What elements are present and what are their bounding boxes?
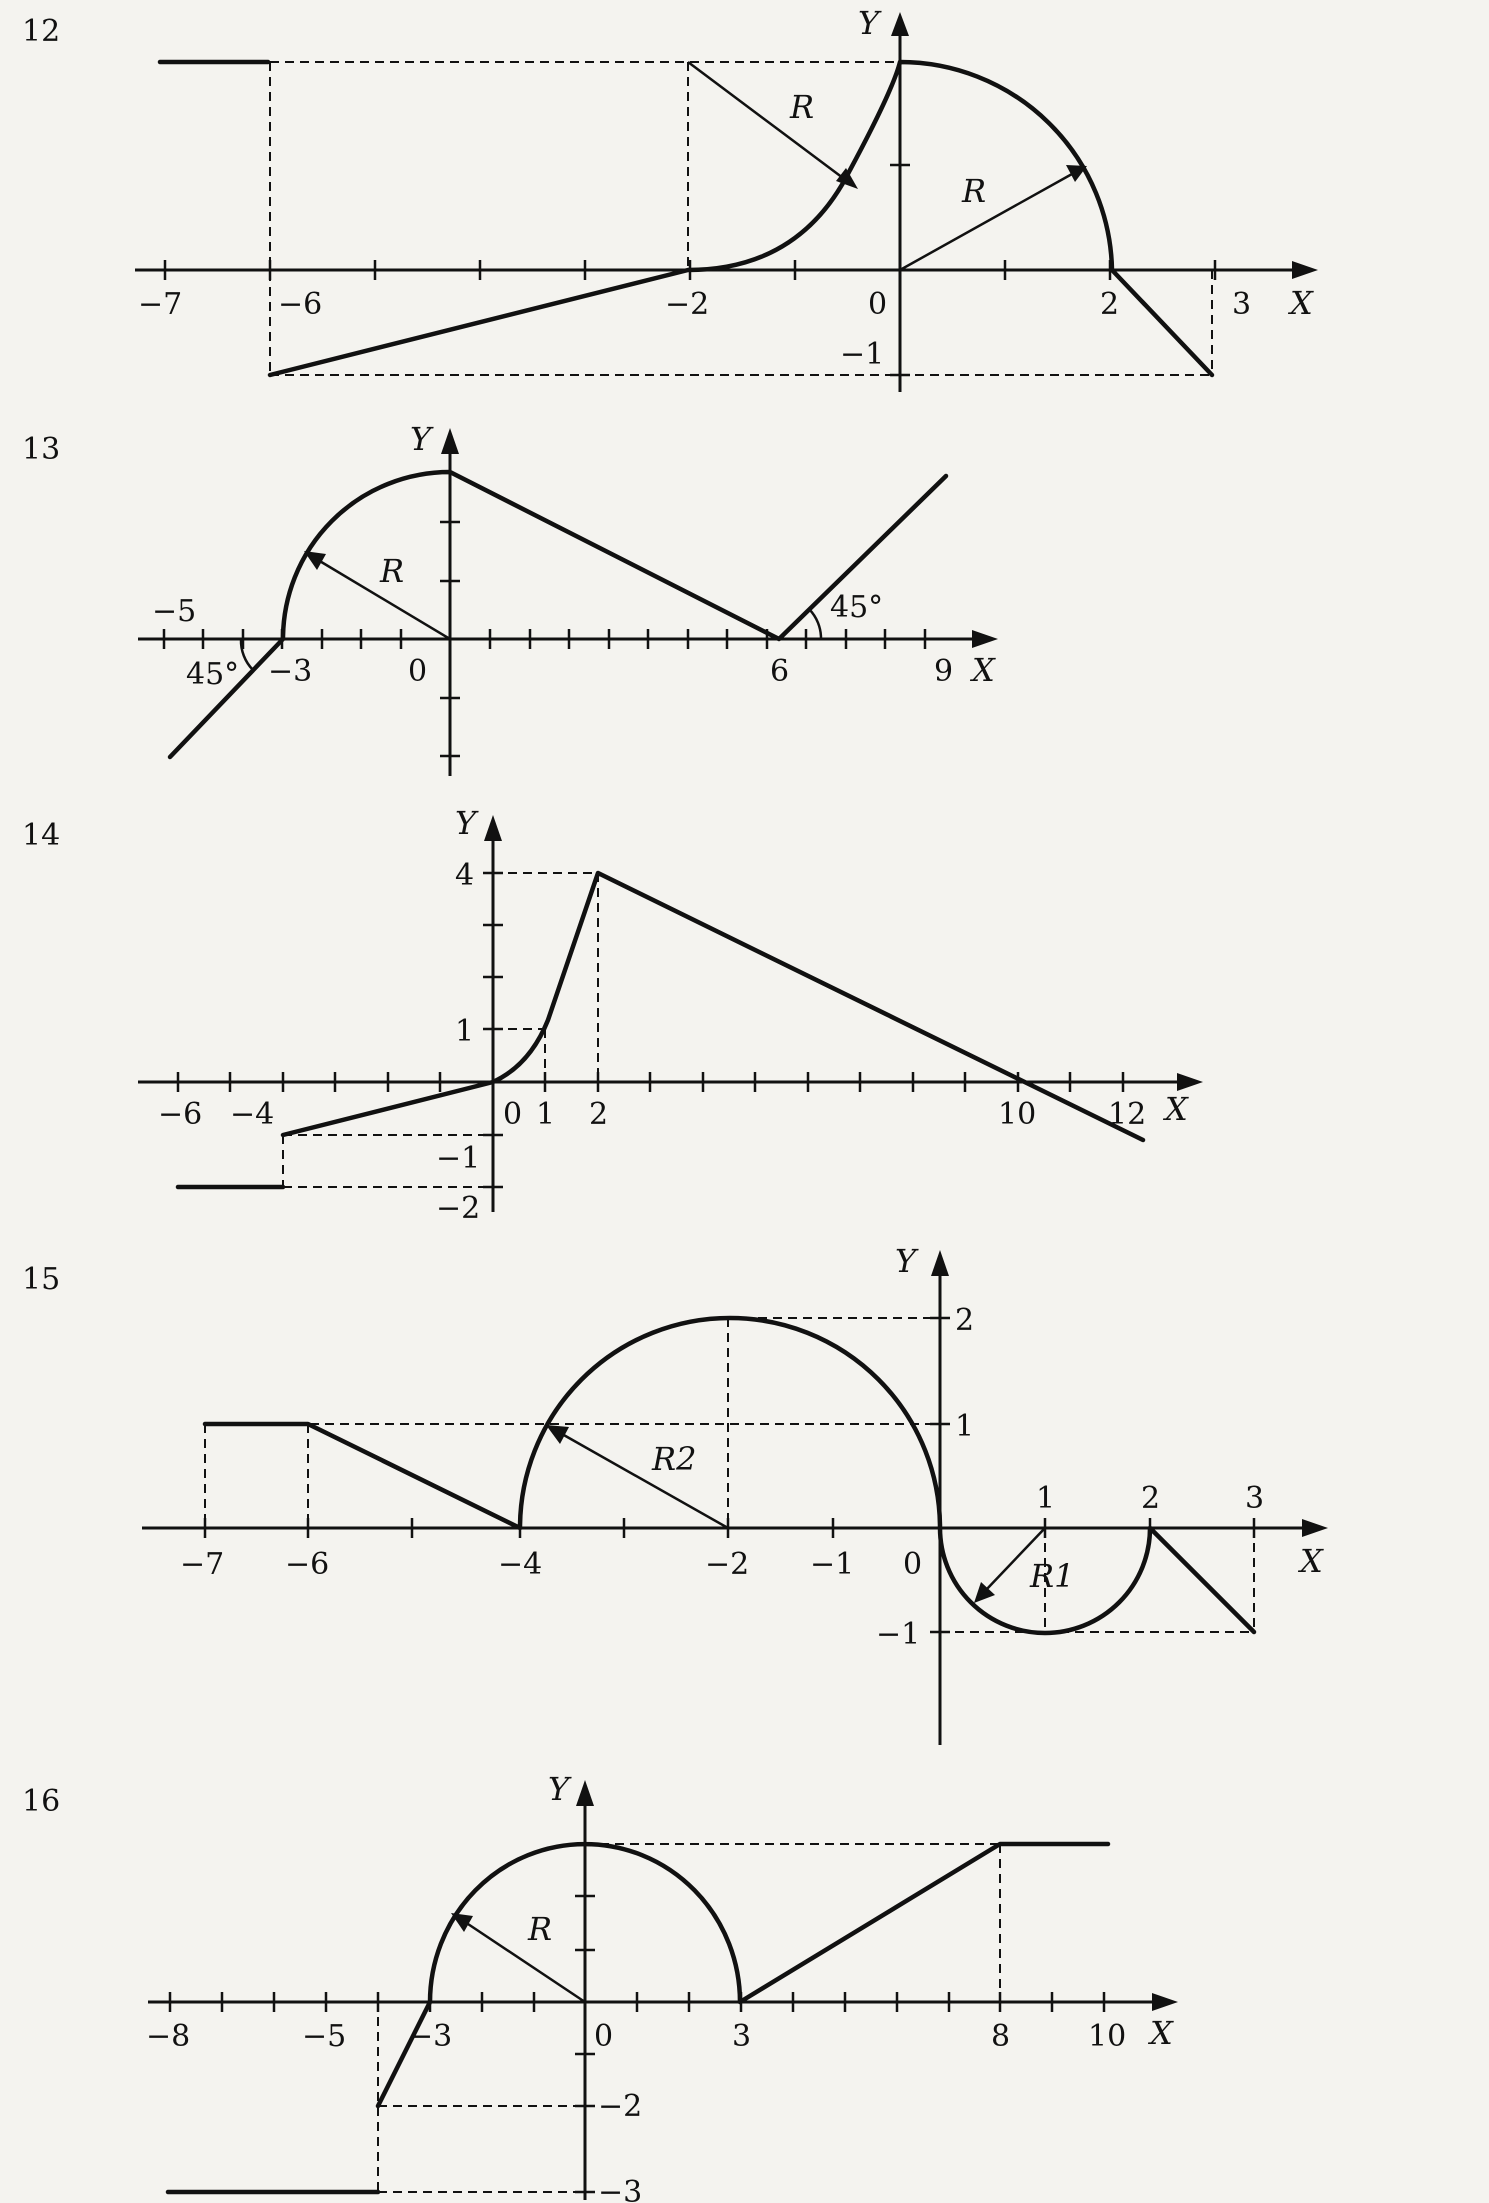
y-tick-label: 1: [455, 1014, 475, 1049]
x-tick-label: 6: [770, 654, 790, 689]
x-tick-label: 1: [536, 1097, 556, 1132]
x-tick-label: 2: [589, 1097, 609, 1132]
radius-label: R: [790, 88, 815, 126]
y-tick-label: 2: [955, 1303, 975, 1338]
radius-label: R2: [652, 1440, 697, 1478]
x-tick-label: −2: [705, 1547, 750, 1582]
x-tick-label: −8: [146, 2019, 191, 2054]
radius-label: R: [962, 172, 987, 210]
radius-arrow: [465, 1922, 585, 2002]
x-axis-arrow: [972, 630, 998, 648]
radius-arrow: [562, 1434, 728, 1528]
x-tick-label: 2: [1141, 1481, 1161, 1516]
x-tick-label: 10: [1088, 2019, 1127, 2054]
x-tick-label: −3: [408, 2019, 453, 2054]
x-tick-label: −6: [285, 1547, 330, 1582]
x-tick-label: 8: [991, 2019, 1011, 2054]
x-tick-label: 0: [594, 2019, 614, 2054]
y-tick-label: −1: [876, 1617, 921, 1652]
function-graph: [168, 1844, 1108, 2192]
figure-12: [135, 4, 1318, 392]
figure-number-12: 12: [22, 14, 61, 49]
y-axis-label: Y: [895, 1242, 917, 1280]
figure-16: [146, 1770, 1178, 2203]
function-graph: [160, 62, 1212, 375]
x-axis-arrow: [1152, 1993, 1178, 2011]
y-tick-label: −2: [598, 2089, 643, 2124]
x-tick-label: 3: [1232, 287, 1252, 322]
x-tick-label: −3: [268, 654, 313, 689]
x-tick-label: 0: [903, 1547, 923, 1582]
y-axis-arrow: [576, 1780, 594, 1806]
angle-label: 45°: [830, 590, 884, 625]
y-axis-arrow: [484, 815, 502, 841]
x-axis-arrow: [1177, 1073, 1203, 1091]
figure-14: [138, 804, 1203, 1226]
y-tick-label: −3: [598, 2175, 643, 2203]
x-tick-label: −6: [278, 287, 323, 322]
figure-13: [138, 420, 998, 776]
x-tick-label: 3: [732, 2019, 752, 2054]
x-tick-label: −6: [158, 1097, 203, 1132]
y-tick-label: −1: [436, 1141, 481, 1176]
y-axis-arrow: [931, 1250, 949, 1276]
x-axis-label: X: [1300, 1542, 1323, 1580]
x-tick-label: 12: [1108, 1097, 1147, 1132]
x-tick-label: 3: [1245, 1481, 1265, 1516]
figure-number-13: 13: [22, 432, 61, 467]
x-tick-label: 0: [503, 1097, 523, 1132]
x-axis-label: X: [1165, 1090, 1188, 1128]
y-axis-arrow: [441, 428, 459, 454]
y-tick-label: 4: [455, 858, 475, 893]
function-graph: [205, 1318, 1254, 1633]
x-tick-label: −7: [138, 287, 183, 322]
angle-arc: [809, 609, 821, 639]
radius-label: R: [528, 1910, 553, 1948]
x-axis-label: X: [1150, 2014, 1173, 2052]
x-axis-label: X: [972, 651, 995, 689]
y-tick-label: −1: [840, 337, 885, 372]
radius-label: R: [380, 552, 405, 590]
y-axis-label: Y: [455, 804, 477, 842]
x-tick-label: 1: [1036, 1481, 1056, 1516]
x-tick-label: 0: [868, 287, 888, 322]
x-axis-label: X: [1290, 284, 1313, 322]
x-axis-arrow: [1302, 1519, 1328, 1537]
figure-number-15: 15: [22, 1262, 61, 1297]
angle-label: 45°: [186, 657, 240, 692]
figure-number-16: 16: [22, 1784, 61, 1819]
x-tick-label: 0: [408, 654, 428, 689]
radius-arrow: [688, 62, 843, 178]
y-tick-label: −2: [436, 1191, 481, 1226]
x-tick-label: −2: [665, 287, 710, 322]
y-axis-label: Y: [858, 4, 880, 42]
x-tick-label: −7: [180, 1547, 225, 1582]
y-axis-arrow: [891, 12, 909, 36]
x-tick-label: 9: [934, 654, 954, 689]
x-tick-label: 2: [1100, 287, 1120, 322]
x-tick-label: −5: [302, 2019, 347, 2054]
x-tick-label: −4: [498, 1547, 543, 1582]
figure-number-14: 14: [22, 818, 61, 853]
function-graph: [178, 873, 1143, 1187]
y-axis-label: Y: [410, 420, 432, 458]
x-tick-label: −4: [230, 1097, 275, 1132]
y-axis-label: Y: [548, 1770, 570, 1808]
x-tick-label: −1: [810, 1547, 855, 1582]
x-axis-arrow: [1292, 261, 1318, 279]
radius-label: R1: [1030, 1557, 1075, 1595]
x-tick-label: −5: [152, 594, 197, 629]
figure-15: [142, 1242, 1328, 1745]
x-tick-label: 10: [998, 1097, 1037, 1132]
y-tick-label: 1: [955, 1409, 975, 1444]
